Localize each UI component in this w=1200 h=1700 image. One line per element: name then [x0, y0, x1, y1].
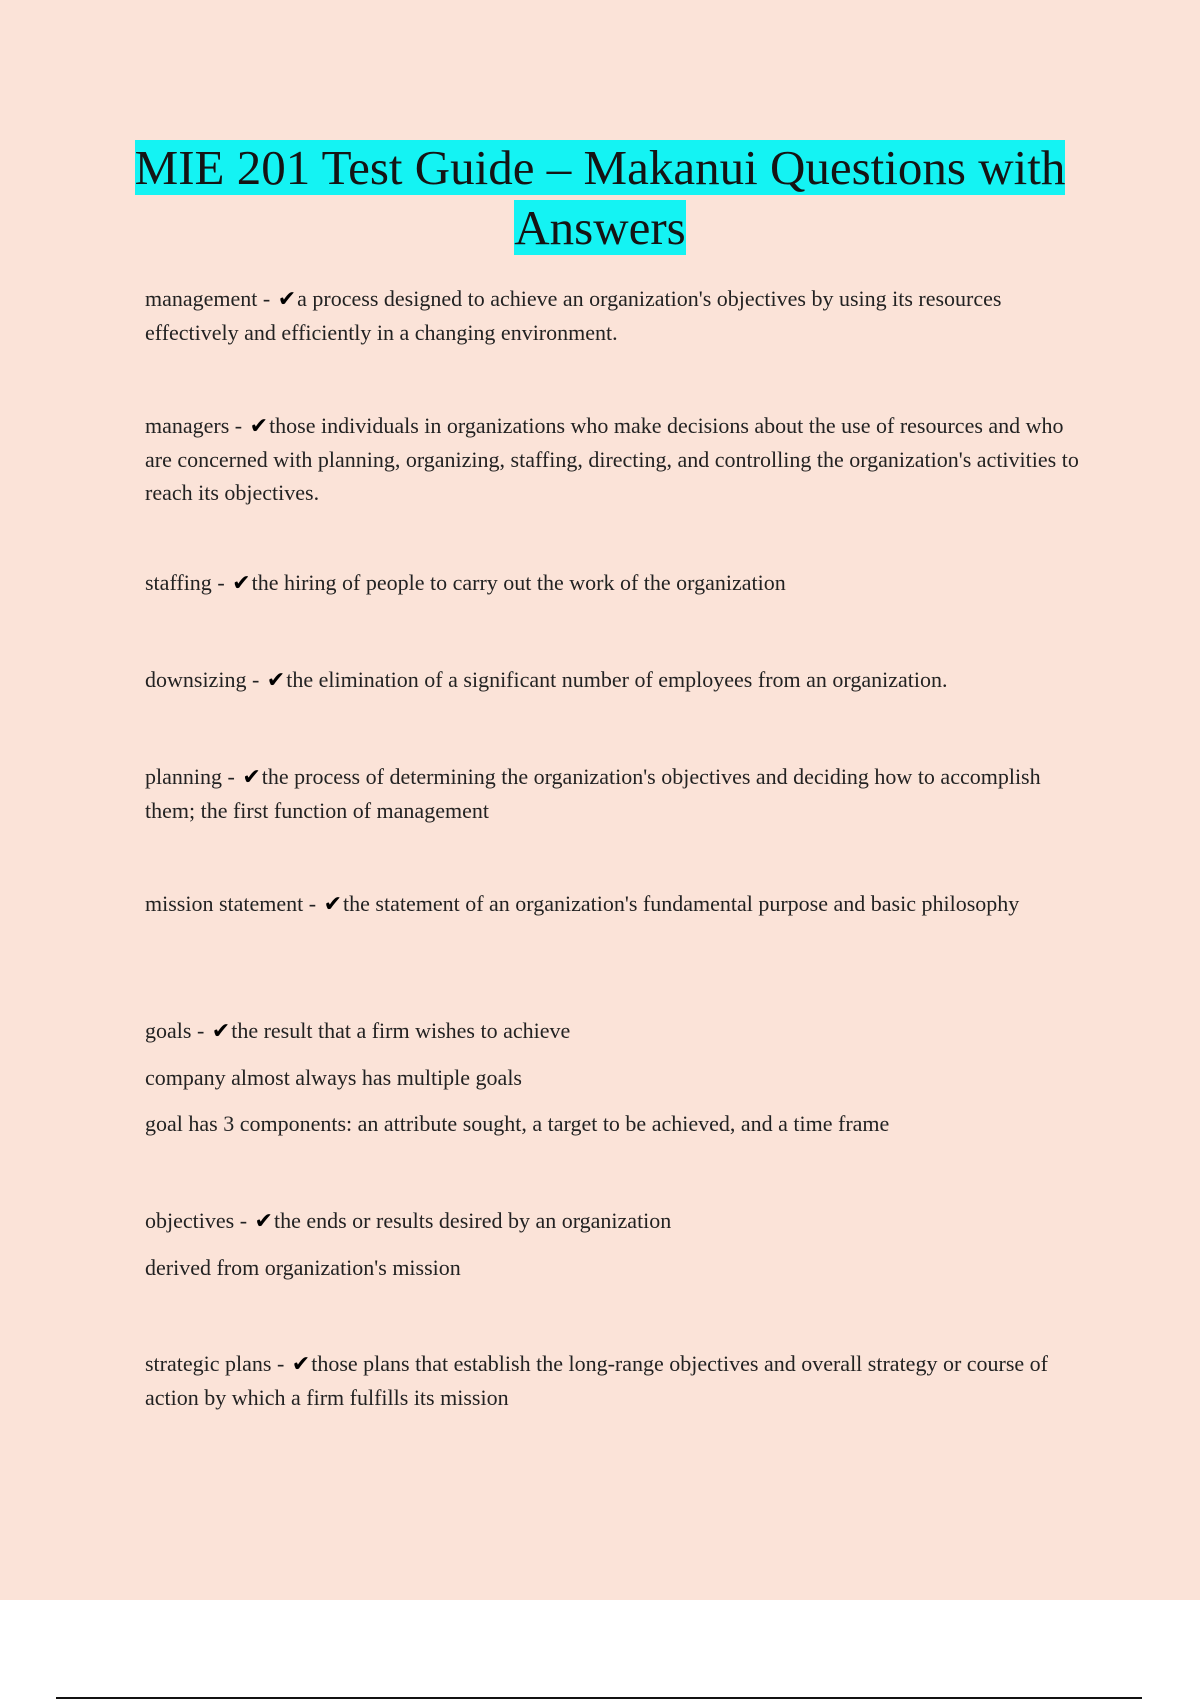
- entry-list: [145, 282, 1080, 1417]
- check-icon: ✔: [266, 668, 286, 693]
- definition: the hiring of people to carry out the work of the organization: [251, 570, 786, 595]
- entry-staffing: [145, 566, 1080, 663]
- entry-line: downsizing - ✔the elimination of a significant number of employees from an organization.: [145, 663, 1080, 697]
- entry-line: strategic plans - ✔those plans that establish the long-range objectives and overall strategy or course of action by which a firm fulfills its mission: [145, 1347, 1080, 1414]
- term: staffing: [145, 570, 212, 595]
- entry-managers: [145, 409, 1080, 566]
- entry-line: management - ✔a process designed to achieve an organization's objectives by using its resources effectively and efficiently in a changing environment.: [145, 282, 1080, 349]
- check-icon: ✔: [254, 1209, 273, 1234]
- definition: the ends or results desired by an organization: [273, 1208, 672, 1233]
- check-icon: ✔: [211, 1019, 231, 1044]
- definition: those individuals in organizations who make decisions about the use of resources and who are concerned with planning, organizing, staffing, directing, and controlling the organization's activities to reach its objectives.: [145, 413, 1079, 505]
- term: objectives: [145, 1208, 235, 1233]
- entry-strategic-plans: [145, 1347, 1080, 1417]
- check-icon: ✔: [232, 571, 251, 596]
- check-icon: ✔: [323, 892, 343, 917]
- entry-line: staffing - ✔the hiring of people to carry out the work of the organization: [145, 566, 1080, 600]
- entry-mission-statement: [145, 887, 1080, 1014]
- check-icon: ✔: [242, 765, 261, 790]
- definition: the result that a firm wishes to achieve: [231, 1018, 571, 1043]
- definition: a process designed to achieve an organization's objectives by using its resources effectively and efficiently in a changing environment.: [145, 286, 1002, 345]
- term: goals: [145, 1018, 192, 1043]
- term: planning: [145, 764, 222, 789]
- entry-goals: [145, 1014, 1080, 1204]
- term: mission statement: [145, 891, 304, 916]
- entry-line: objectives - ✔the ends or results desired by an organization: [145, 1204, 1080, 1238]
- entry-management: [145, 282, 1080, 409]
- footer-divider: [56, 1697, 1142, 1699]
- term: downsizing: [145, 667, 247, 692]
- term: management: [145, 286, 258, 311]
- definition: the statement of an organization's fundamental purpose and basic philosophy: [343, 891, 1020, 916]
- entry-planning: [145, 760, 1080, 887]
- entry-line: managers - ✔those individuals in organizations who make decisions about the use of resources and who are concerned with planning, organizing, staffing, directing, and controlling the organization's activities to reach its objectives.: [145, 409, 1080, 509]
- check-icon: ✔: [291, 1352, 311, 1377]
- entry-line: goals - ✔the result that a firm wishes to achieve: [145, 1014, 1080, 1048]
- entry-note: derived from organization's mission: [145, 1255, 461, 1280]
- entry-objectives: [145, 1204, 1080, 1347]
- entry-downsizing: [145, 663, 1080, 760]
- term: managers: [145, 413, 230, 438]
- document-title: [100, 138, 1100, 258]
- definition: the process of determining the organization's objectives and deciding how to accomplish them; the first function of management: [145, 764, 1041, 823]
- entry-line: mission statement - ✔the statement of an organization's fundamental purpose and basic philosophy: [145, 887, 1080, 921]
- entry-note: goal has 3 components: an attribute sought, a target to be achieved, and a time frame: [145, 1111, 890, 1136]
- entry-note: company almost always has multiple goals: [145, 1065, 522, 1090]
- title-highlight: MIE 201 Test Guide – Makanui Questions with Answers: [134, 140, 1066, 255]
- check-icon: ✔: [277, 287, 297, 312]
- entry-line: planning - ✔the process of determining the organization's objectives and deciding how to accomplish them; the first function of management: [145, 760, 1080, 827]
- check-icon: ✔: [249, 414, 269, 439]
- definition: the elimination of a significant number of employees from an organization.: [286, 667, 948, 692]
- definition: those plans that establish the long-range objectives and overall strategy or course of action by which a firm fulfills its mission: [145, 1351, 1049, 1410]
- term: strategic plans: [145, 1351, 272, 1376]
